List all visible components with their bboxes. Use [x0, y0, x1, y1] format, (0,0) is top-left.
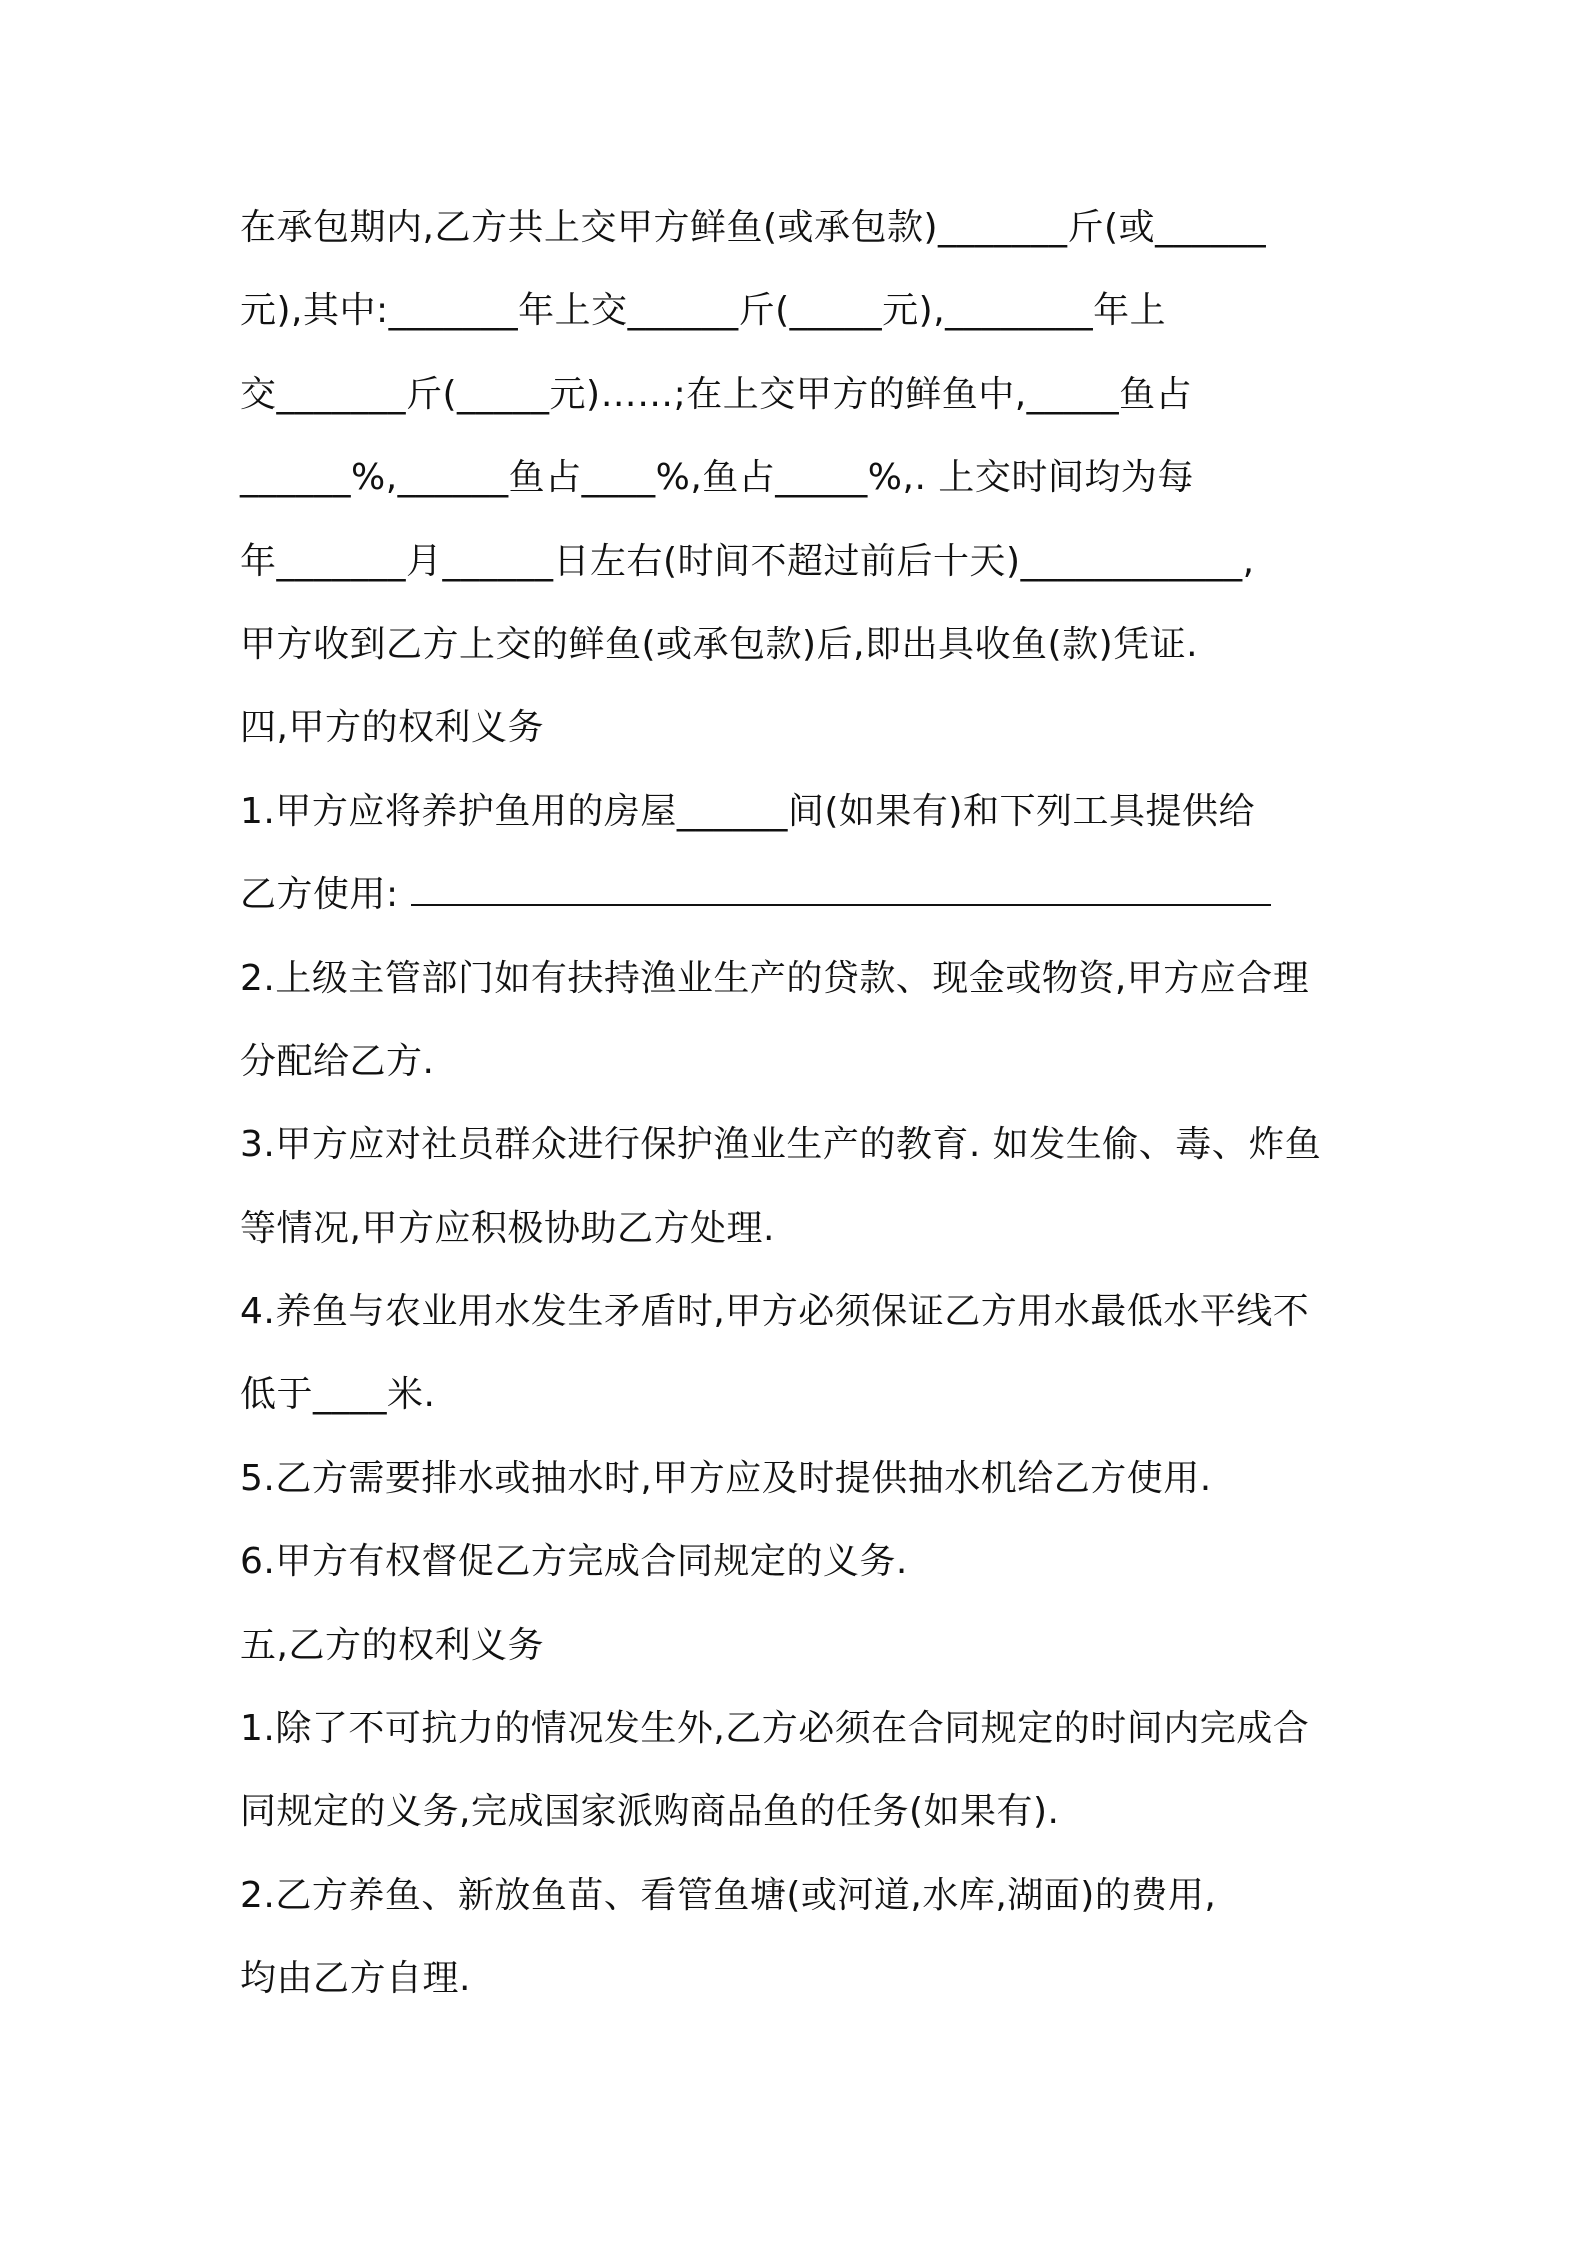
text-line-5: 年_______月______日左右(时间不超过前后十天)____________,	[240, 540, 1255, 582]
clause-4-2-cont: 分配给乙方.	[240, 1040, 435, 1082]
clause-5-2: 2.乙方养鱼、新放鱼苗、看管鱼塘(或河道,水库,湖面)的费用,	[240, 1874, 1217, 1916]
text-line-1: 在承包期内,乙方共上交甲方鲜鱼(或承包款)_______斤(或______	[240, 207, 1267, 248]
contract-text	[240, 199, 1362, 2034]
clause-5-1-cont: 同规定的义务,完成国家派购商品鱼的任务(如果有).	[240, 1791, 1060, 1833]
section-heading-5: 五,乙方的权利义务	[240, 1624, 544, 1666]
text-line-6: 甲方收到乙方上交的鲜鱼(或承包款)后,即出具收鱼(款)凭证.	[240, 623, 1199, 665]
clause-4-6: 6.甲方有权督促乙方完成合同规定的义务.	[240, 1541, 908, 1583]
text-line-3: 交_______斤(_____元)……;在上交甲方的鲜鱼中,_____鱼占	[240, 373, 1193, 415]
clause-4-3-cont: 等情况,甲方应积极协助乙方处理.	[240, 1207, 775, 1249]
clause-5-2-cont: 均由乙方自理.	[240, 1958, 471, 2000]
text-line-2: 元),其中:_______年上交______斤(_____元),________年上	[240, 290, 1167, 332]
clause-5-1: 1.除了不可抗力的情况发生外,乙方必须在合同规定的时间内完成合	[240, 1708, 1310, 1750]
tools-label: 乙方使用:	[240, 874, 399, 916]
text-line-4: ______%,______鱼占____%,鱼占_____%,. 上交时间均为每	[240, 457, 1194, 499]
clause-4-4-cont: 低于____米.	[240, 1374, 436, 1416]
clause-4-3: 3.甲方应对社员群众进行保护渔业生产的教育. 如发生偷、毒、炸鱼	[240, 1124, 1322, 1166]
clause-4-2: 2.上级主管部门如有扶持渔业生产的贷款、现金或物资,甲方应合理	[240, 957, 1310, 999]
section-heading-4: 四,甲方的权利义务	[240, 707, 544, 749]
clause-4-1-tools	[240, 866, 1362, 949]
clause-4-4: 4.养鱼与农业用水发生矛盾时,甲方必须保证乙方用水最低水平线不	[240, 1291, 1310, 1333]
clause-4-1: 1.甲方应将养护鱼用的房屋______间(如果有)和下列工具提供给	[240, 790, 1255, 832]
tools-blank-line	[411, 868, 1271, 906]
clause-4-5: 5.乙方需要排水或抽水时,甲方应及时提供抽水机给乙方使用.	[240, 1457, 1212, 1499]
